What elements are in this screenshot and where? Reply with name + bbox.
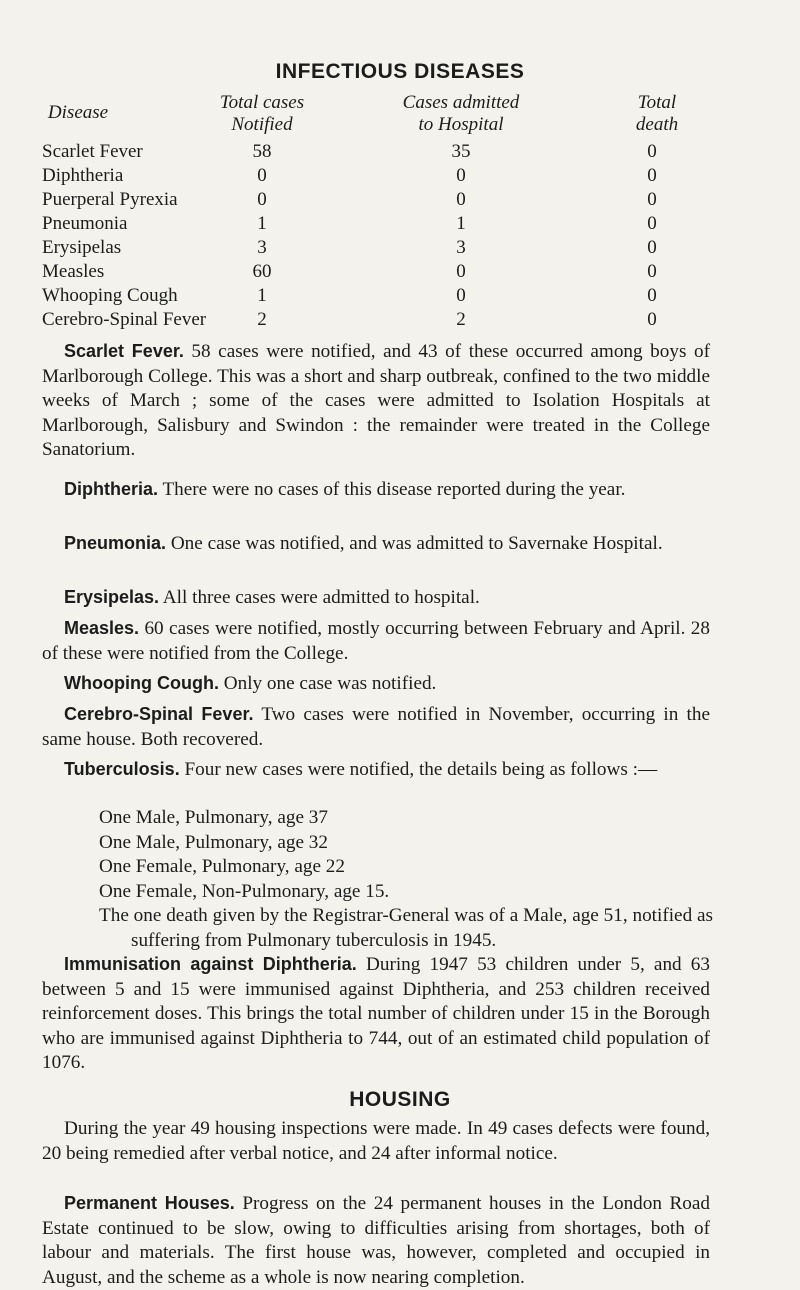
tuberculosis-case-list [99,806,713,953]
paragraph-permanent-houses [42,1191,710,1290]
disease-name: Measles [42,261,105,282]
cases-notified: 3 [257,237,267,258]
cases-notified: 58 [252,141,272,162]
list-item: One Female, Non-Pulmonary, age 15. [99,880,390,902]
paragraph-label: Cerebro-Spinal Fever. [64,704,254,724]
paragraph-immunisation [42,952,710,1076]
cases-admitted: 0 [456,189,466,210]
disease-name: Puerperal Pyrexia [42,189,178,210]
disease-name: Diphtheria [42,165,124,186]
paragraph-text: One case was notified, and was admitted to Savernake Hospital. [166,533,663,554]
paragraph-tuberculosis [42,757,710,783]
total-death: 0 [647,213,657,234]
disease-name: Cerebro-Spinal Fever [42,309,207,330]
paragraph-text: Two cases were notified in November, occurring in the same house. Both recovered. [42,704,710,750]
paragraph-label: Permanent Houses. [64,1193,235,1213]
disease-name: Scarlet Fever [42,141,143,162]
cases-admitted: 0 [456,285,466,306]
paragraph-text: During 1947 53 children under 5, and 63 between 5 and 15 were immunised against Diphtheria, and 253 children received reinforcement doses. This brings the total number of children under 15 in the Borough who are immunised against Diphtheria to 744, out of an estimated child population of 1076. [42,954,710,1073]
paragraph-housing-inspections: During the year 49 housing inspections were made. In 49 cases defects were found, 20 being remedied after verbal notice, and 24 after informal notice. [42,1118,710,1164]
paragraph-text: Only one case was notified. [218,673,437,694]
paragraph-label: Erysipelas. [64,587,160,607]
cases-admitted: 0 [456,261,466,282]
table-row [0,285,800,309]
total-death: 0 [647,285,657,306]
table-row [0,213,800,237]
paragraph-text: 58 cases were notified, and 43 of these occurred among boys of Marlborough College. This was a short and sharp outbreak, confined to the two middle weeks of March ; some of the cases were admitted to Isolation Hospitals at Marlborough, Salisbury and Swindon : the remainder were treated in the College Sanatorium. [42,341,710,460]
paragraph-label: Immunisation against Diphtheria. [64,954,357,974]
column-header-admitted: Cases admitted to Hospital [402,92,520,135]
table-row [0,261,800,285]
cases-admitted: 2 [456,309,466,330]
section-heading-housing: HOUSING [349,1088,451,1111]
cases-admitted: 1 [456,213,466,234]
paragraph-scarlet-fever [42,339,710,463]
total-death: 0 [647,165,657,186]
table-row [0,189,800,213]
cases-notified: 1 [257,213,267,234]
list-item: One Male, Pulmonary, age 37 [99,807,328,828]
table-row [0,165,800,189]
cases-notified: 1 [257,285,267,306]
total-death: 0 [647,189,657,210]
cases-admitted: 0 [456,165,466,186]
paragraph-text: Progress on the 24 permanent houses in the London Road Estate continued to be slow, owing to difficulties arising from shortages, both of labour and materials. The first house was, however, completed and occupied in August, and the scheme as a whole is now nearing completion. [42,1193,710,1288]
paragraph-label: Diphtheria. [64,479,159,499]
disease-name: Erysipelas [42,237,122,258]
section-heading-infectious-diseases: INFECTIOUS DISEASES [275,60,525,83]
paragraph-label: Whooping Cough. [64,673,219,693]
paragraph-text: There were no cases of this disease reported during the year. [158,479,626,500]
tuberculosis-death-note: The one death given by the Registrar-General was of a Male, age 51, notified as suffering from Pulmonary tuberculosis in 1945. [99,905,713,951]
paragraph-label: Scarlet Fever. [64,341,184,361]
paragraph-label: Tuberculosis. [64,759,180,779]
paragraph-label: Pneumonia. [64,533,167,553]
paragraph-text: Four new cases were notified, the details being as follows :— [179,759,658,780]
column-header-notified: Total cases Notified [219,92,305,135]
paragraph-text: All three cases were admitted to hospital. [159,587,480,608]
total-death: 0 [647,261,657,282]
cases-notified: 0 [257,189,267,210]
table-row [0,141,800,165]
total-death: 0 [647,237,657,258]
list-item: One Female, Pulmonary, age 22 [99,856,345,877]
disease-name: Pneumonia [42,213,128,234]
total-death: 0 [647,141,657,162]
cases-notified: 2 [257,309,267,330]
paragraph-cerebro-spinal-fever [42,702,710,752]
paragraph-label: Measles. [64,618,140,638]
list-item: One Male, Pulmonary, age 32 [99,831,328,853]
paragraph-whooping-cough [42,671,710,697]
paragraph-text: 60 cases were notified, mostly occurring between February and April. 28 of these were notified from the College. [42,618,710,664]
paragraph-erysipelas [42,585,710,611]
table-row [0,237,800,261]
disease-name: Whooping Cough [42,285,178,306]
column-header-disease: Disease [47,102,109,123]
cases-notified: 60 [252,261,272,282]
table-row [0,309,800,333]
cases-notified: 0 [257,165,267,186]
paragraph-pneumonia [42,531,710,557]
column-header-death: Total death [635,92,679,135]
paragraph-measles [42,616,710,666]
cases-admitted: 35 [451,141,471,162]
paragraph-diphtheria [42,477,710,503]
total-death: 0 [647,309,657,330]
cases-admitted: 3 [456,237,466,258]
